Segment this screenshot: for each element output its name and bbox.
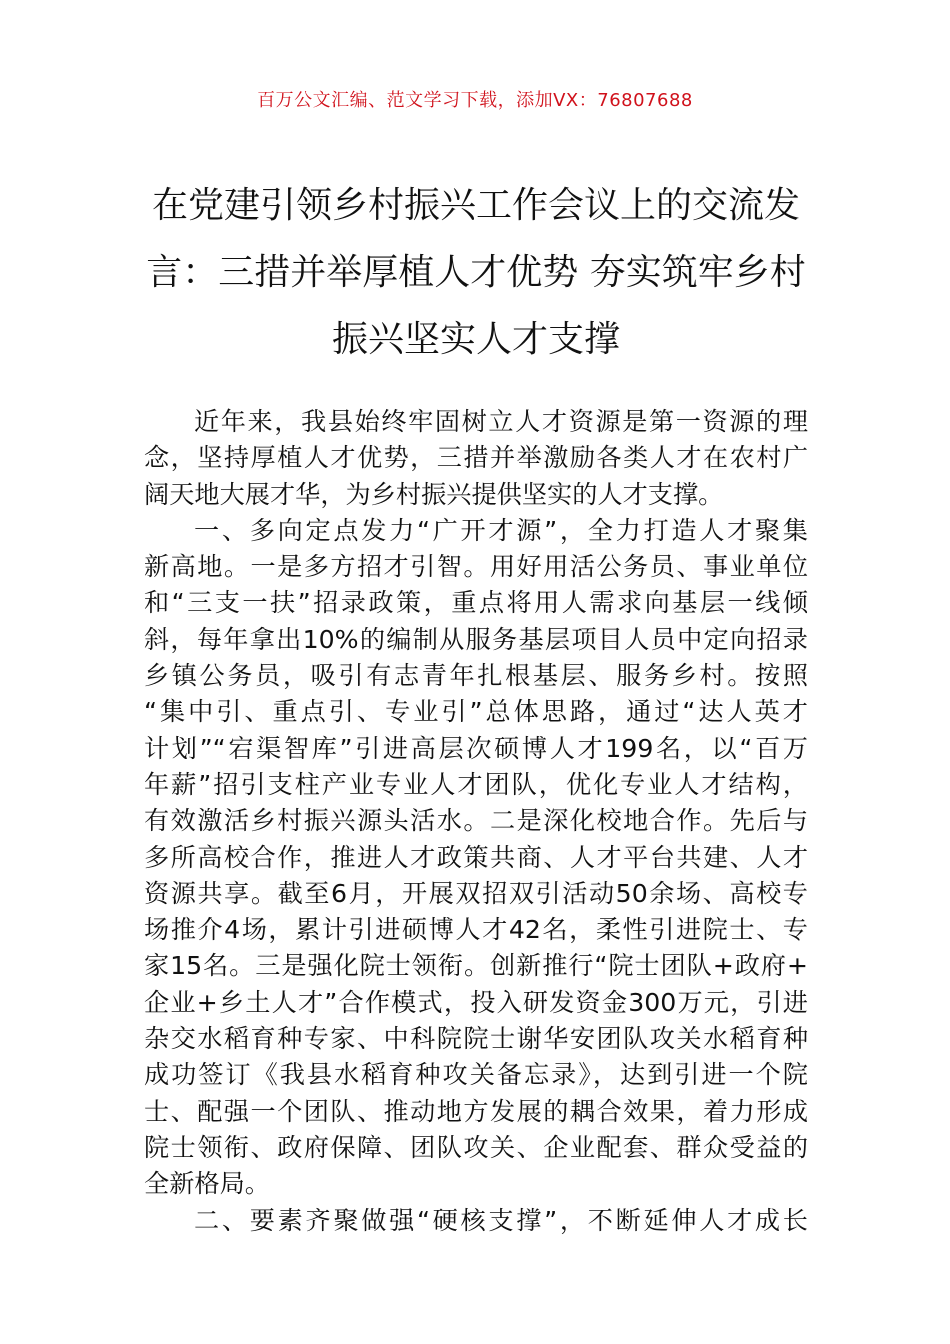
watermark-header: 百万公文汇编、范文学习下载，添加VX：76807688: [257, 90, 693, 111]
body-line: 士、配强一个团队、推动地方发展的耦合效果，着力形成: [144, 1096, 808, 1126]
body-line: 近年来，我县始终牢固树立人才资源是第一资源的理: [194, 407, 808, 436]
body-line: 资源共享。截至6月，开展双招双引活动50余场、高校专: [144, 878, 808, 908]
body-line: 新高地。一是多方招才引智。用好用活公务员、事业单位: [144, 552, 808, 582]
body-line: 计划”“宕渠智库”引进高层次硕博人才199名，以“百万: [144, 733, 808, 763]
body-line: 院士领衔、政府保障、团队攻关、企业配套、群众受益的: [144, 1132, 808, 1162]
document-title: [146, 172, 806, 373]
body-line: 斜，每年拿出10%的编制从服务基层项目人员中定向招录: [144, 624, 808, 654]
body-line: 和“三支一扶”招录政策，重点将用人需求向基层一线倾: [144, 588, 808, 618]
body-line: 二、要素齐聚做强“硬核支撑”，不断延伸人才成长: [194, 1205, 808, 1235]
body-line: 多所高校合作，推进人才政策共商、人才平台共建、人才: [144, 842, 808, 872]
body-line: 家15名。三是强化院士领衔。创新推行“院士团队+政府+: [144, 951, 808, 981]
body-line: 企业+乡土人才”合作模式，投入研发资金300万元，引进: [144, 987, 808, 1017]
body-line: 年薪”招引支柱产业专业人才团队，优化专业人才结构，: [144, 769, 808, 799]
title-line: 在党建引领乡村振兴工作会议上的交流发: [151, 185, 800, 226]
body-line: 乡镇公务员，吸引有志青年扎根基层、服务乡村。按照: [144, 661, 808, 691]
body-line: 杂交水稻育种专家、中科院院士谢华安团队攻关水稻育种: [144, 1024, 808, 1054]
title-line: 振兴坚实人才支撑: [331, 319, 620, 360]
body-line: 阔天地大展才华，为乡村振兴提供坚实的人才支撑。: [144, 479, 724, 509]
body-line: 有效激活乡村振兴源头活水。二是深化校地合作。先后与: [144, 806, 808, 836]
body-line: 全新格局。: [144, 1169, 270, 1199]
document-body: [144, 404, 808, 1239]
title-line: 言：三措并举厚植人才优势 夯实筑牢乡村: [146, 252, 806, 293]
body-line: 一、多向定点发力“广开才源”，全力打造人才聚集: [194, 515, 808, 545]
body-line: “集中引、重点引、专业引”总体思路，通过“达人英才: [144, 697, 808, 727]
body-line: 念，坚持厚植人才优势，三措并举激励各类人才在农村广: [144, 443, 808, 473]
body-line: 场推介4场，累计引进硕博人才42名，柔性引进院士、专: [144, 915, 808, 945]
body-line: 成功签订《我县水稻育种攻关备忘录》，达到引进一个院: [144, 1060, 808, 1090]
